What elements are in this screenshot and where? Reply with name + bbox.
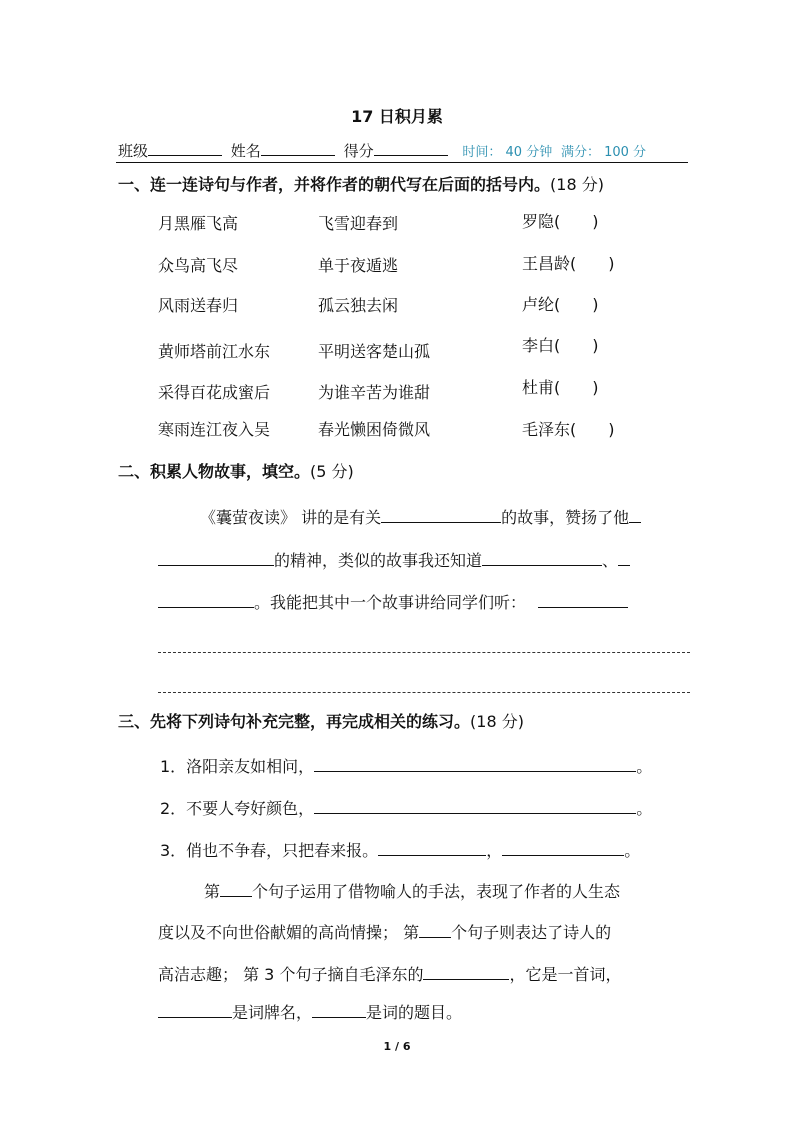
full-score-info: 满分： 100 分 — [560, 145, 647, 160]
story-blank-4a[interactable] — [618, 551, 630, 566]
story-text-2a: 的精神，类似的故事我还知道 — [274, 551, 483, 570]
section1-points: (18 分) — [550, 175, 604, 194]
exercise-text-1b: 个句子运用了借物喻人的手法，表现了作者的人生态 — [252, 882, 621, 901]
author-5[interactable]: 杜甫( ) — [522, 378, 599, 397]
exercise-text-4b: 是词的题目。 — [366, 1003, 463, 1022]
section3-heading-text: 三、先将下列诗句补充完整，再完成相关的练习。 — [118, 712, 471, 731]
poem-line-b6[interactable]: 春光懒困倚微风 — [318, 420, 431, 439]
exercise-blank-2[interactable] — [419, 923, 451, 938]
author-4[interactable]: 李白( ) — [522, 336, 599, 355]
name-blank[interactable] — [261, 141, 335, 156]
time-info: 时间： 40 分钟 — [462, 145, 553, 160]
section3-heading — [118, 709, 524, 732]
poem-item-2-period: 。 — [636, 799, 653, 818]
exercise-text-2a: 度以及不向世俗献媚的高尚情操； 第 — [158, 923, 420, 942]
exercise-line-1 — [204, 879, 620, 902]
score-blank[interactable] — [374, 141, 448, 156]
story-text-2b: 、 — [602, 551, 619, 570]
exercise-line-2 — [158, 920, 611, 943]
section2-heading-text: 二、积累人物故事，填空。 — [118, 462, 311, 481]
score-label: 得分 — [343, 142, 374, 160]
exercise-text-4a: 是词牌名， — [232, 1003, 313, 1022]
story-blank-1[interactable] — [381, 508, 501, 523]
section1-heading-text: 一、连一连诗句与作者，并将作者的朝代写在后面的括号内。 — [118, 175, 551, 194]
story-blank-4b[interactable] — [158, 593, 254, 608]
poem-item-3-comma: ， — [486, 841, 503, 860]
author-3[interactable]: 卢纶( ) — [522, 295, 599, 314]
exercise-blank-5[interactable] — [312, 1003, 366, 1018]
story-text-1a: 《囊萤夜读》 讲的是有关 — [200, 508, 382, 527]
section2-heading — [118, 459, 354, 482]
poem-line-b1[interactable]: 飞雪迎春到 — [318, 214, 399, 233]
poem-line-a3[interactable]: 风雨送春归 — [158, 296, 239, 315]
student-info-line — [118, 140, 646, 161]
poem-item-3-blank-a[interactable] — [378, 841, 486, 856]
author-2[interactable]: 王昌龄( ) — [522, 254, 615, 273]
poem-line-a5[interactable]: 采得百花成蜜后 — [158, 383, 271, 402]
poem-line-b3[interactable]: 孤云独去闲 — [318, 296, 399, 315]
section1-heading — [118, 172, 604, 195]
story-line-1 — [200, 505, 641, 528]
story-blank-2b[interactable] — [158, 551, 274, 566]
poem-item-3-text: 3．俏也不争春，只把春来报。 — [160, 841, 379, 860]
exercise-blank-1[interactable] — [220, 882, 252, 897]
story-blank-5[interactable] — [538, 593, 628, 608]
exercise-line-4 — [158, 1000, 462, 1023]
section3-points: (18 分) — [470, 712, 524, 731]
story-blank-2a[interactable] — [629, 508, 641, 523]
exercise-text-3b: ，它是一首词， — [509, 965, 622, 984]
story-line-2 — [158, 548, 630, 571]
poem-line-a2[interactable]: 众鸟高飞尽 — [158, 256, 239, 275]
exercise-text-1a: 第 — [204, 882, 221, 901]
poem-line-a1[interactable]: 月黑雁飞高 — [158, 214, 239, 233]
section2-points: (5 分) — [310, 462, 354, 481]
story-line-3 — [158, 590, 628, 613]
poem-item-1 — [160, 754, 652, 777]
exercise-blank-3[interactable] — [423, 965, 509, 980]
poem-item-1-period: 。 — [636, 757, 653, 776]
poem-line-b5[interactable]: 为谁辛苦为谁甜 — [318, 383, 431, 402]
poem-line-a4[interactable]: 黄师塔前江水东 — [158, 342, 271, 361]
exercise-text-2b: 个句子则表达了诗人的 — [451, 923, 612, 942]
page-number: 1 / 6 — [383, 1040, 411, 1053]
exercise-line-3 — [158, 962, 621, 985]
poem-line-b2[interactable]: 单于夜遁逃 — [318, 256, 399, 275]
poem-item-1-blank[interactable] — [314, 757, 636, 772]
class-blank[interactable] — [148, 141, 222, 156]
name-label: 姓名 — [230, 142, 261, 160]
poem-item-3-blank-b[interactable] — [502, 841, 624, 856]
poem-line-b4[interactable]: 平明送客楚山孤 — [318, 342, 431, 361]
poem-item-3-period: 。 — [624, 841, 641, 860]
author-6[interactable]: 毛泽东( ) — [522, 420, 615, 439]
story-blank-3[interactable] — [482, 551, 602, 566]
answer-line-1[interactable] — [158, 652, 690, 653]
header-divider — [116, 162, 688, 163]
poem-item-2-text: 2．不要人夸好颜色， — [160, 799, 315, 818]
poem-item-1-text: 1．洛阳亲友如相问， — [160, 757, 315, 776]
poem-item-2 — [160, 796, 652, 819]
answer-line-2[interactable] — [158, 692, 690, 693]
class-label: 班级 — [118, 142, 149, 160]
poem-line-a6[interactable]: 寒雨连江夜入吴 — [158, 420, 271, 439]
poem-item-2-blank[interactable] — [314, 799, 636, 814]
story-text-1b: 的故事，赞扬了他 — [501, 508, 630, 527]
exercise-text-3a: 高洁志趣； 第 3 个句子摘自毛泽东的 — [158, 965, 424, 984]
page-title: 17 日积月累 — [351, 107, 443, 126]
story-text-3a: 。我能把其中一个故事讲给同学们听： — [254, 593, 527, 612]
exercise-blank-4[interactable] — [158, 1003, 232, 1018]
poem-item-3 — [160, 838, 640, 861]
author-1[interactable]: 罗隐( ) — [522, 212, 599, 231]
